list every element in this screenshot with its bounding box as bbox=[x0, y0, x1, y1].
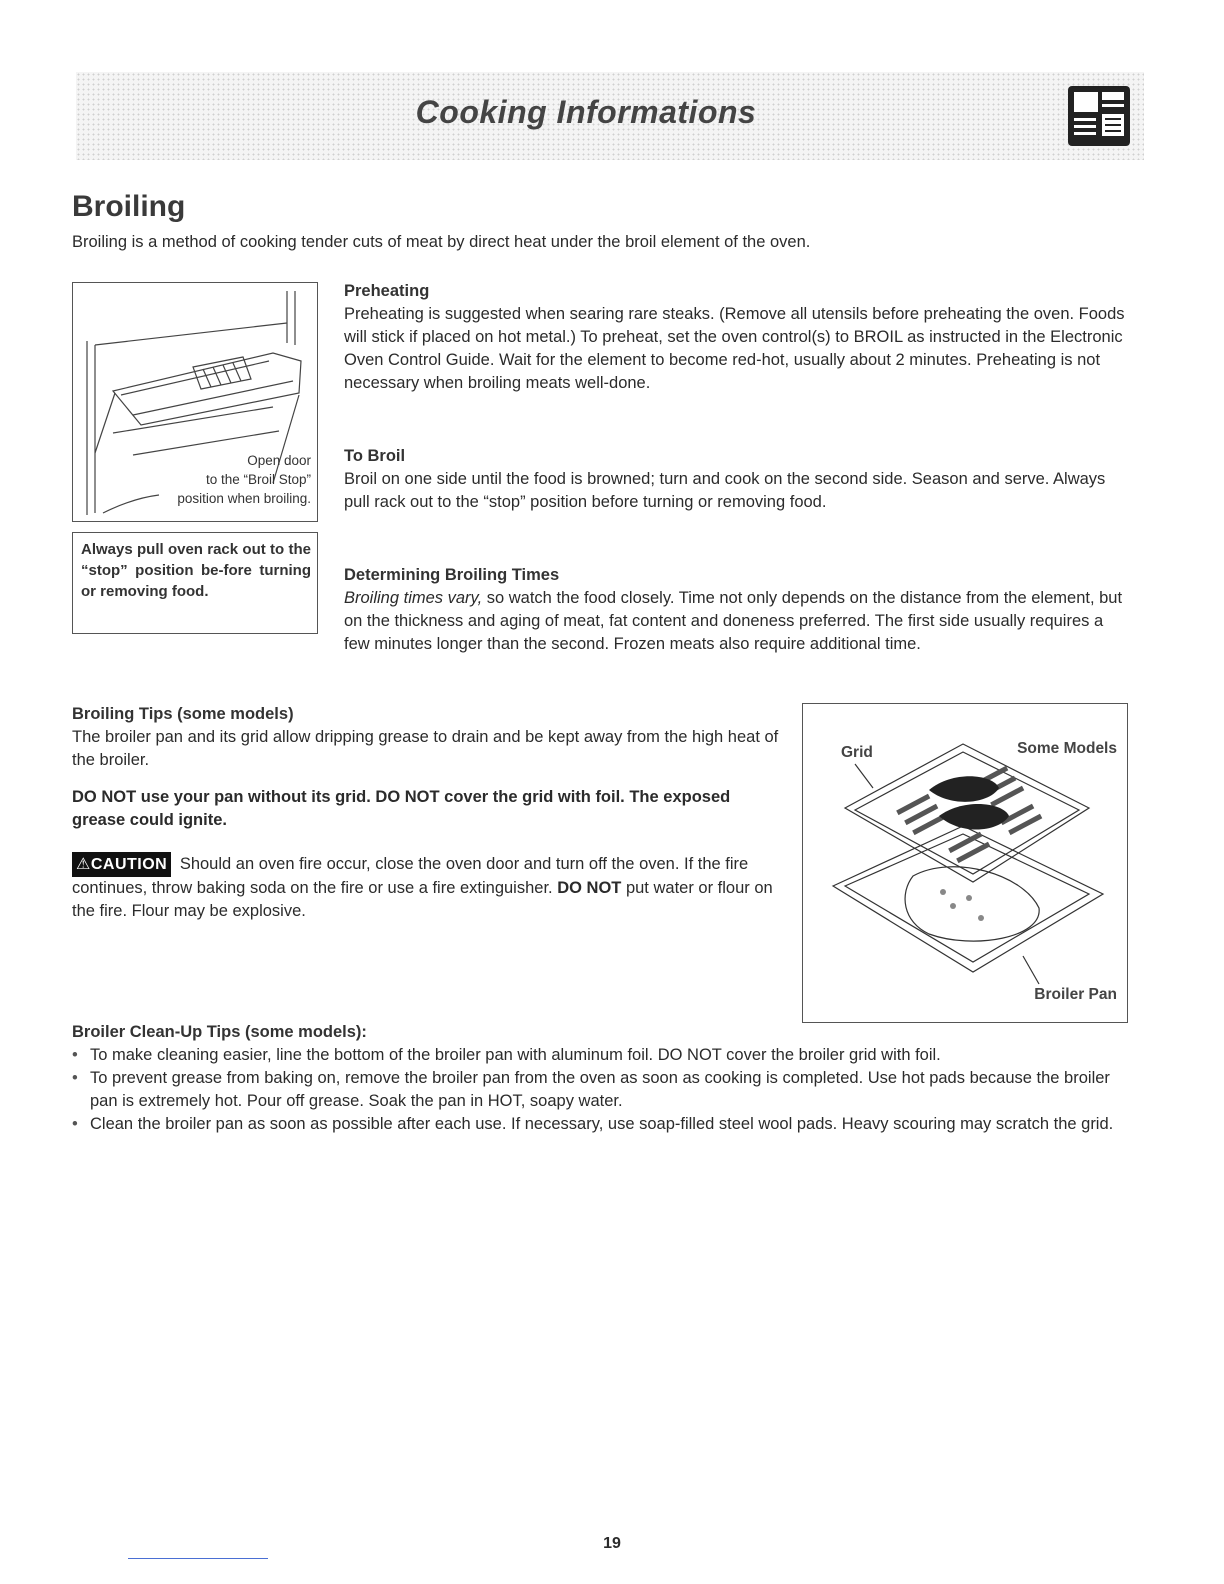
to-broil-heading: To Broil bbox=[344, 447, 406, 465]
cleanup-heading: Broiler Clean-Up Tips (some models): bbox=[72, 1023, 367, 1041]
cleanup-section bbox=[72, 1023, 1132, 1136]
caution-bold: DO NOT bbox=[557, 879, 622, 897]
grid-warning: DO NOT use your pan without its grid. DO NOT cover the grid with foil. The exposed grease could ignite. bbox=[72, 788, 731, 829]
preheating-text: Preheating is suggested when searing rare steaks. (Remove all utensils before preheating the oven. Foods will stick if placed on hot metal.) To preheat, set the oven control(s) to BROIL as instructed in the Electronic Oven Control Guide. Wait for the element to become red-hot, usually about 2 minutes. Preheating is not necessary when broiling meats well-done. bbox=[344, 305, 1125, 392]
tips-text: The broiler pan and its grid allow dripping grease to drain and be kept away from the high heat of the broiler. bbox=[72, 728, 779, 769]
caution-text-end: put water or flour on the fire. Flour may be explosive. bbox=[72, 879, 773, 920]
determining-heading: Determining Broiling Times bbox=[344, 566, 560, 584]
caption-line: to the “Broil Stop” bbox=[205, 472, 311, 487]
caption-line: position when broiling. bbox=[177, 491, 311, 506]
oven-door-caption bbox=[177, 451, 311, 508]
cookbook-icon bbox=[1066, 84, 1132, 148]
grid-label: Grid bbox=[841, 744, 873, 761]
caption-line: Open door bbox=[247, 453, 311, 468]
determining-section bbox=[344, 566, 1130, 656]
broiler-pan-illustration bbox=[802, 703, 1128, 1023]
caution-badge: ⚠CAUTION bbox=[72, 852, 171, 877]
banner-title: Cooking Informations bbox=[415, 94, 757, 130]
header-banner bbox=[76, 72, 1144, 160]
determining-text bbox=[344, 587, 1130, 656]
broiler-pan-drawing bbox=[803, 704, 1127, 1022]
preheating-heading: Preheating bbox=[344, 282, 430, 300]
broiler-pan-label: Broiler Pan bbox=[1034, 986, 1117, 1003]
page-number: 19 bbox=[603, 1535, 621, 1552]
determining-body: so watch the food closely. Time not only depends on the distance from the element, but on the thickness and aging of meat, fat content and doneness preferred. The first side usually requires a few minutes longer than the second. Frozen meats also require additional time. bbox=[344, 589, 1123, 653]
page-title: Broiling bbox=[72, 190, 186, 223]
oven-door-illustration bbox=[72, 282, 318, 522]
intro-text: Broiling is a method of cooking tender cuts of meat by direct heat under the broil element of the oven. bbox=[72, 233, 811, 251]
caution-text: Should an oven fire occur, close the oven door and turn off the oven. If the fire continues, throw baking soda on the fire or use a fire extinguisher. bbox=[72, 855, 749, 897]
footer-divider bbox=[128, 1558, 268, 1559]
rack-note-box: Always pull oven rack out to the “stop” position be-fore turning or removing food. bbox=[72, 532, 318, 634]
some-models-label: Some Models bbox=[1017, 740, 1117, 757]
determining-italic: Broiling times vary, bbox=[344, 589, 483, 607]
broiling-tips-section bbox=[72, 705, 784, 923]
to-broil-section bbox=[344, 447, 1130, 514]
caution-paragraph bbox=[72, 852, 784, 923]
tips-heading: Broiling Tips (some models) bbox=[72, 705, 294, 723]
to-broil-text: Broil on one side until the food is browned; turn and cook on the second side. Season and serve. Always pull rack out to the “stop” position before turning or removing food. bbox=[344, 470, 1106, 511]
list-item: • To make cleaning easier, line the bottom of the broiler pan with aluminum foil. DO NOT cover the broiler grid with foil. bbox=[72, 1044, 1132, 1067]
list-item: • To prevent grease from baking on, remove the broiler pan from the oven as soon as cooking is completed. Use hot pads because the broiler pan is extremely hot. Pour off grease. Soak the pan in HOT, soapy water. bbox=[72, 1067, 1132, 1113]
list-item: • Clean the broiler pan as soon as possible after each use. If necessary, use soap-filled steel wool pads. Heavy scouring may scratch the grid. bbox=[72, 1113, 1132, 1136]
cleanup-list bbox=[72, 1044, 1132, 1136]
preheating-section bbox=[344, 282, 1130, 395]
